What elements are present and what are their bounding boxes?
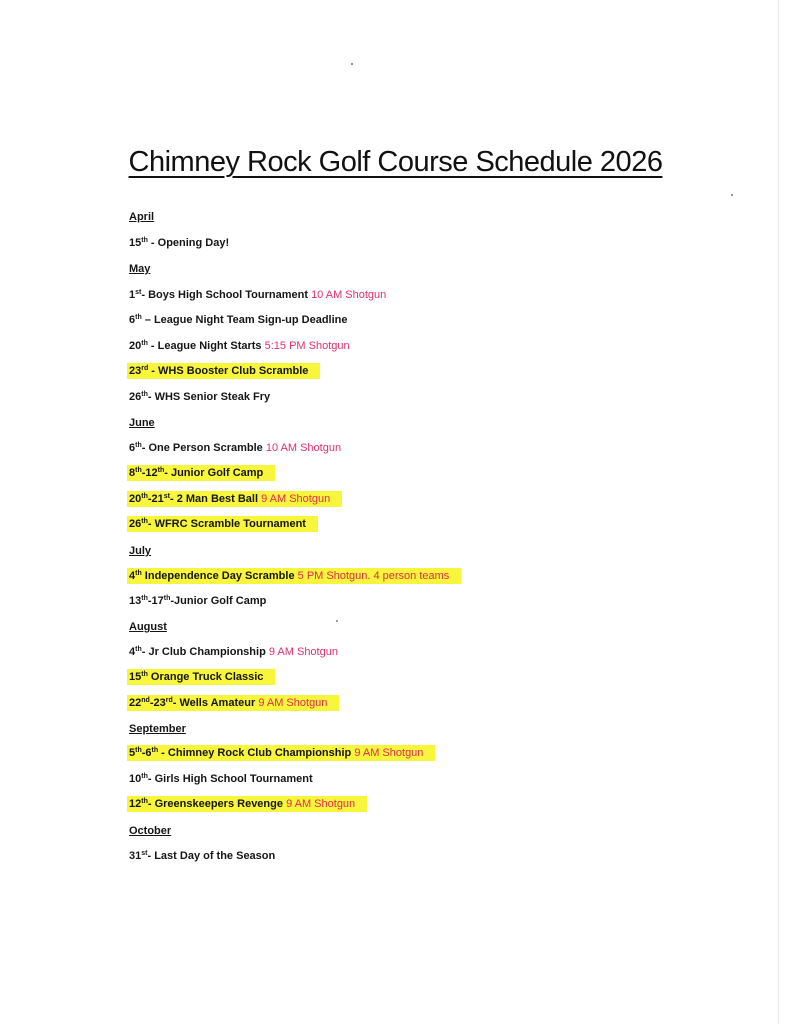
event-date-suffix: st bbox=[163, 493, 170, 500]
event-title: - Greenskeepers Revenge bbox=[147, 798, 283, 810]
event-date-end: -21 bbox=[147, 493, 164, 505]
highlight-mark bbox=[127, 695, 339, 711]
event-aug-4 bbox=[129, 643, 338, 661]
event-title: - WFRC Scramble Tournament bbox=[147, 518, 306, 530]
event-title: Orange Truck Classic bbox=[147, 671, 264, 683]
event-title: - Jr Club Championship bbox=[141, 646, 266, 658]
event-date: 1 bbox=[129, 289, 136, 301]
event-time: 10 AM Shotgun bbox=[265, 442, 342, 454]
event-date: 15 bbox=[129, 237, 142, 249]
month-heading-september: September bbox=[129, 723, 186, 735]
event-time: 10 AM Shotgun bbox=[311, 289, 387, 301]
highlight-mark bbox=[127, 363, 320, 379]
event-time: 9 AM Shotgun bbox=[354, 747, 424, 759]
page-title: Chimney Rock Golf Course Schedule 2026 bbox=[128, 146, 663, 178]
event-jun-20 bbox=[129, 490, 342, 508]
event-title: - WHS Senior Steak Fry bbox=[147, 391, 271, 403]
highlight-mark bbox=[127, 516, 318, 532]
event-date-suffix: rd bbox=[165, 697, 173, 704]
event-title: - Wells Amateur bbox=[172, 697, 256, 709]
event-time: 5 PM Shotgun. 4 person teams bbox=[297, 570, 450, 582]
scan-speck bbox=[336, 620, 338, 622]
event-date: 12 bbox=[129, 798, 142, 810]
event-date-suffix: th bbox=[141, 671, 148, 678]
event-date-suffix: th bbox=[141, 595, 148, 602]
event-date-suffix: th bbox=[141, 493, 148, 500]
event-time: 5:15 PM Shotgun bbox=[264, 340, 350, 352]
month-heading-june: June bbox=[129, 417, 155, 429]
event-title: - League Night Starts bbox=[147, 340, 262, 352]
event-date-suffix: nd bbox=[141, 697, 150, 704]
event-date-end: -6 bbox=[141, 747, 152, 759]
event-date-end: -23 bbox=[149, 697, 166, 709]
event-date-suffix: th bbox=[135, 747, 142, 754]
event-date: 20 bbox=[129, 493, 142, 505]
event-date: 6 bbox=[129, 442, 136, 454]
event-time: 9 AM Shotgun bbox=[268, 646, 338, 658]
event-date: 8 bbox=[129, 467, 136, 479]
event-title: - Opening Day! bbox=[147, 237, 230, 249]
event-title: - Girls High School Tournament bbox=[147, 773, 313, 785]
event-date-suffix: th bbox=[135, 442, 142, 449]
month-heading-april: April bbox=[129, 211, 155, 223]
event-date: 4 bbox=[129, 646, 136, 658]
event-date-suffix: th bbox=[141, 773, 148, 780]
event-date-suffix: th bbox=[141, 391, 148, 398]
event-date-end: -17 bbox=[147, 595, 164, 607]
event-date-suffix: th bbox=[141, 340, 148, 347]
event-title: - One Person Scramble bbox=[141, 442, 263, 454]
month-heading-august: August bbox=[129, 621, 167, 633]
event-jun-6 bbox=[129, 439, 341, 457]
event-title: – League Night Team Sign-up Deadline bbox=[141, 314, 348, 326]
highlight-mark bbox=[127, 745, 435, 761]
event-sep-12 bbox=[129, 795, 367, 813]
event-date: 26 bbox=[129, 391, 142, 403]
scan-speck bbox=[731, 194, 733, 196]
event-date: 4 bbox=[129, 570, 136, 582]
event-jun-8 bbox=[129, 464, 275, 482]
highlight-mark bbox=[127, 669, 275, 685]
event-time: 9 AM Shotgun bbox=[286, 798, 356, 810]
event-title: - Boys High School Tournament bbox=[141, 289, 308, 301]
event-jun-26 bbox=[129, 515, 318, 533]
event-aug-22 bbox=[129, 694, 339, 712]
month-heading-may: May bbox=[129, 263, 151, 275]
event-title: - Last Day of the Season bbox=[147, 850, 276, 862]
event-time: 9 AM Shotgun bbox=[258, 697, 328, 709]
event-title: - Junior Golf Camp bbox=[164, 467, 264, 479]
event-title: Independence Day Scramble bbox=[141, 570, 295, 582]
event-date: 15 bbox=[129, 671, 142, 683]
event-date-suffix: th bbox=[141, 237, 148, 244]
event-title: -Junior Golf Camp bbox=[170, 595, 267, 607]
event-jul-13 bbox=[129, 592, 266, 610]
event-title: - 2 Man Best Ball bbox=[170, 493, 259, 505]
event-title: - Chimney Rock Club Championship bbox=[158, 747, 352, 759]
event-date: 20 bbox=[129, 340, 142, 352]
event-sep-10 bbox=[129, 770, 313, 788]
event-date-end: -12 bbox=[141, 467, 158, 479]
event-date-suffix: st bbox=[141, 850, 148, 857]
event-oct-31 bbox=[129, 847, 275, 865]
event-date: 13 bbox=[129, 595, 142, 607]
highlight-mark bbox=[127, 465, 275, 481]
event-date-suffix: th bbox=[157, 467, 165, 474]
event-date: 5 bbox=[129, 747, 136, 759]
highlight-mark bbox=[127, 568, 461, 584]
event-date-suffix: th bbox=[151, 747, 159, 754]
event-date: 23 bbox=[129, 365, 142, 377]
event-date-suffix: th bbox=[135, 570, 142, 577]
event-date-suffix: th bbox=[141, 518, 148, 525]
event-date-suffix: th bbox=[135, 646, 142, 653]
event-sep-5 bbox=[129, 744, 435, 762]
highlight-mark bbox=[127, 491, 342, 507]
event-date: 26 bbox=[129, 518, 142, 530]
event-date-suffix: th bbox=[135, 314, 142, 321]
event-may-1 bbox=[129, 286, 386, 304]
event-title: - WHS Booster Club Scramble bbox=[148, 365, 309, 377]
event-may-26 bbox=[129, 388, 270, 406]
event-apr-15 bbox=[129, 234, 229, 252]
event-date-suffix: rd bbox=[141, 365, 149, 372]
event-date-suffix: th bbox=[135, 467, 142, 474]
scan-speck bbox=[351, 63, 353, 65]
event-date-suffix: th bbox=[141, 798, 148, 805]
event-time: 9 AM Shotgun bbox=[261, 493, 331, 505]
month-heading-october: October bbox=[129, 825, 172, 837]
highlight-mark bbox=[127, 796, 367, 812]
event-date: 10 bbox=[129, 773, 142, 785]
event-date-suffix: st bbox=[135, 289, 142, 296]
event-may-23 bbox=[129, 362, 320, 380]
event-date: 31 bbox=[129, 850, 142, 862]
event-date-suffix: th bbox=[163, 595, 171, 602]
event-date: 6 bbox=[129, 314, 136, 326]
event-may-20 bbox=[129, 337, 350, 355]
event-jul-4 bbox=[129, 567, 461, 585]
event-date: 22 bbox=[129, 697, 142, 709]
event-may-6 bbox=[129, 311, 348, 329]
month-heading-july: July bbox=[129, 545, 152, 557]
event-aug-15 bbox=[129, 668, 275, 686]
